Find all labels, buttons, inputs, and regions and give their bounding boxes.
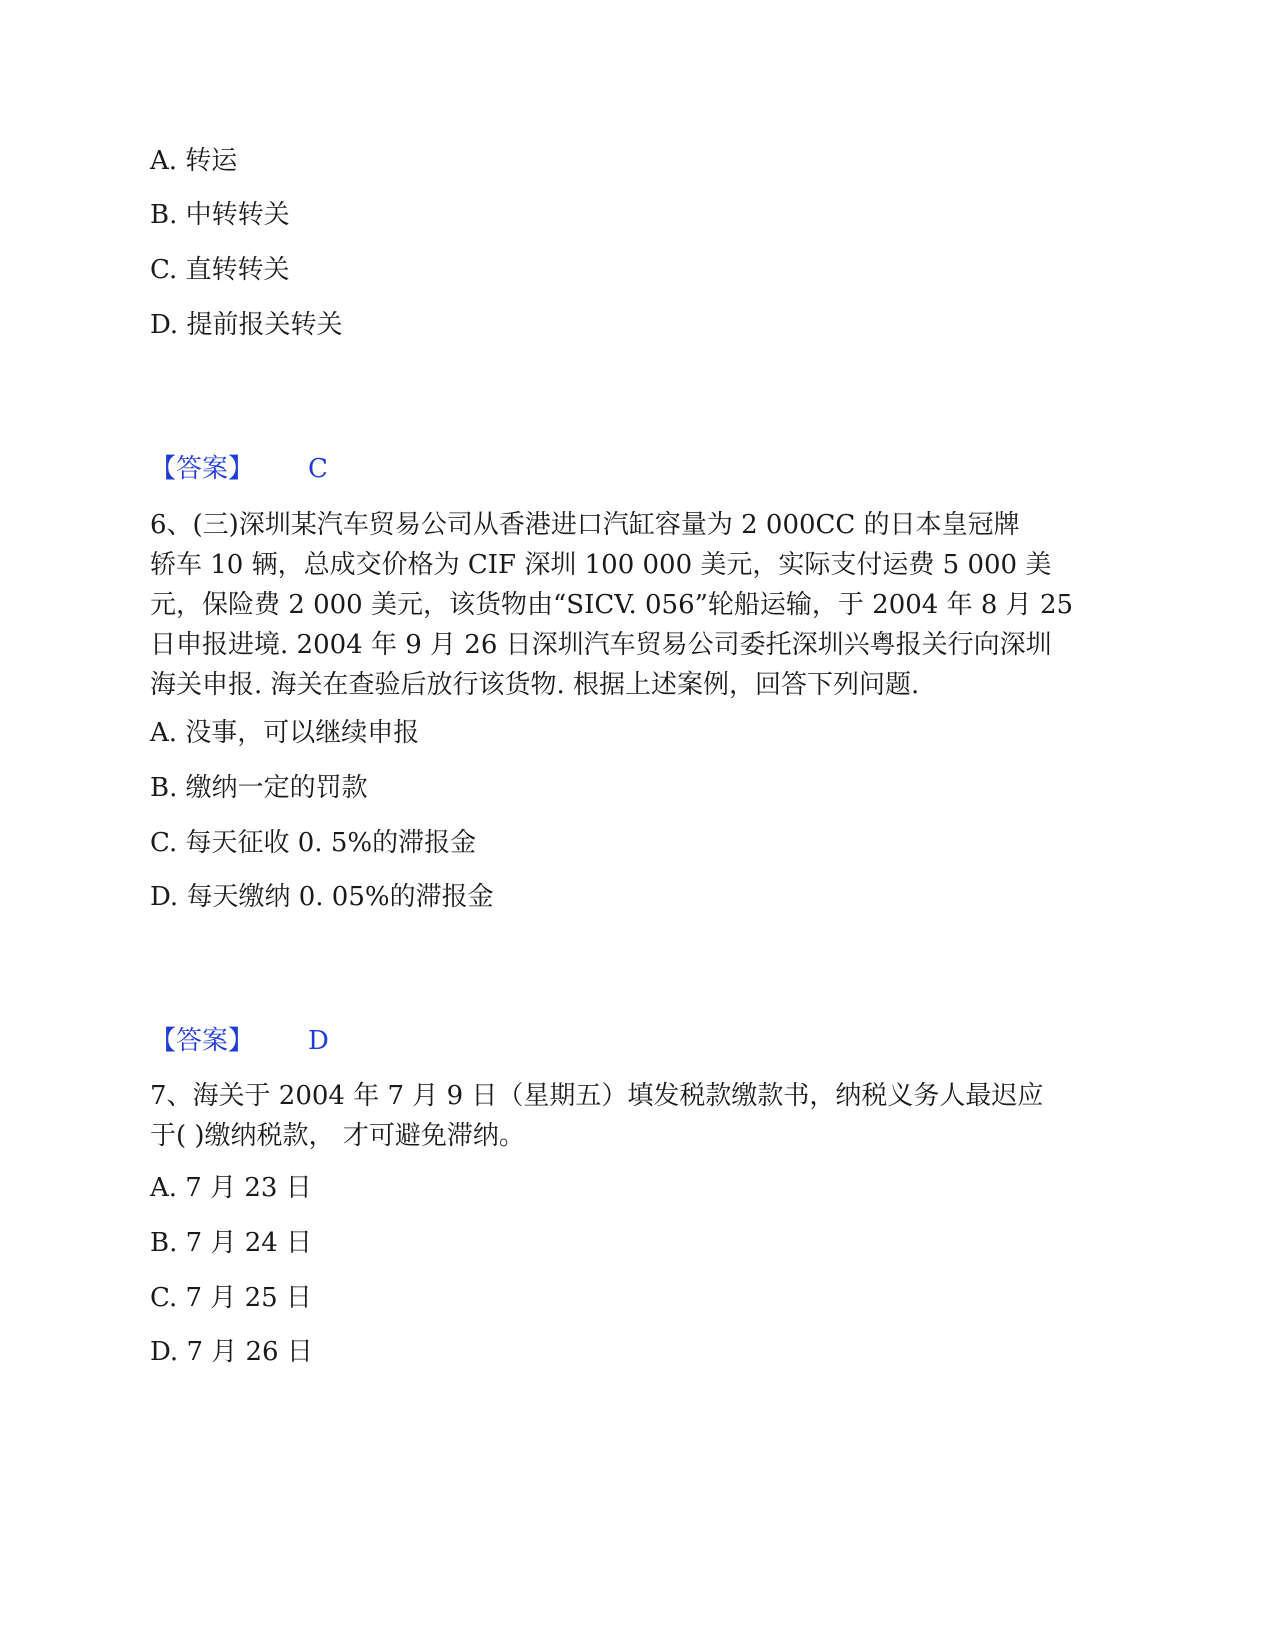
q5-option-c: C. 直转转关	[150, 255, 290, 285]
answer-value: C	[308, 454, 328, 484]
q6-stem-line: 日申报进境. 2004 年 9 月 26 日深圳汽车贸易公司委托深圳兴粤报关行向深圳	[150, 630, 1052, 660]
q7-option-a: A. 7 月 23 日	[150, 1173, 312, 1203]
answer-label: 【答案】	[150, 454, 255, 484]
q6-option-b: B. 缴纳一定的罚款	[150, 773, 368, 803]
q5-option-a: A. 转运	[150, 146, 238, 176]
q5-answer	[150, 450, 328, 488]
q7-stem-line: 于( )缴纳税款， 才可避免滞纳。	[150, 1121, 525, 1151]
q6-stem-line: 轿车 10 辆，总成交价格为 CIF 深圳 100 000 美元，实际支付运费 5 000 美	[150, 550, 1052, 580]
q7-option-b: B. 7 月 24 日	[150, 1228, 313, 1258]
q7-stem	[150, 1076, 1120, 1156]
q6-answer	[150, 1022, 329, 1060]
q7-option-d: D. 7 月 26 日	[150, 1337, 313, 1367]
q6-option-c: C. 每天征收 0. 5%的滞报金	[150, 828, 477, 858]
q6-option-d: D. 每天缴纳 0. 05%的滞报金	[150, 882, 494, 912]
answer-value: D	[308, 1026, 329, 1056]
answer-label: 【答案】	[150, 1026, 255, 1056]
q6-stem	[150, 505, 1120, 705]
q6-stem-line: 6、(三)深圳某汽车贸易公司从香港进口汽缸容量为 2 000CC 的日本皇冠牌	[150, 510, 1020, 540]
q6-stem-line: 海关申报. 海关在查验后放行该货物. 根据上述案例，回答下列问题.	[150, 670, 920, 700]
q6-stem-line: 元，保险费 2 000 美元，该货物由“SICV. 056”轮船运输，于 2004 年 8 月 25	[150, 590, 1074, 620]
q6-option-a: A. 没事，可以继续申报	[150, 718, 420, 748]
q5-option-d: D. 提前报关转关	[150, 310, 343, 340]
q7-option-c: C. 7 月 25 日	[150, 1283, 312, 1313]
q7-stem-line: 7、海关于 2004 年 7 月 9 日（星期五）填发税款缴款书，纳税义务人最迟应	[150, 1081, 1044, 1111]
q5-option-b: B. 中转转关	[150, 200, 290, 230]
